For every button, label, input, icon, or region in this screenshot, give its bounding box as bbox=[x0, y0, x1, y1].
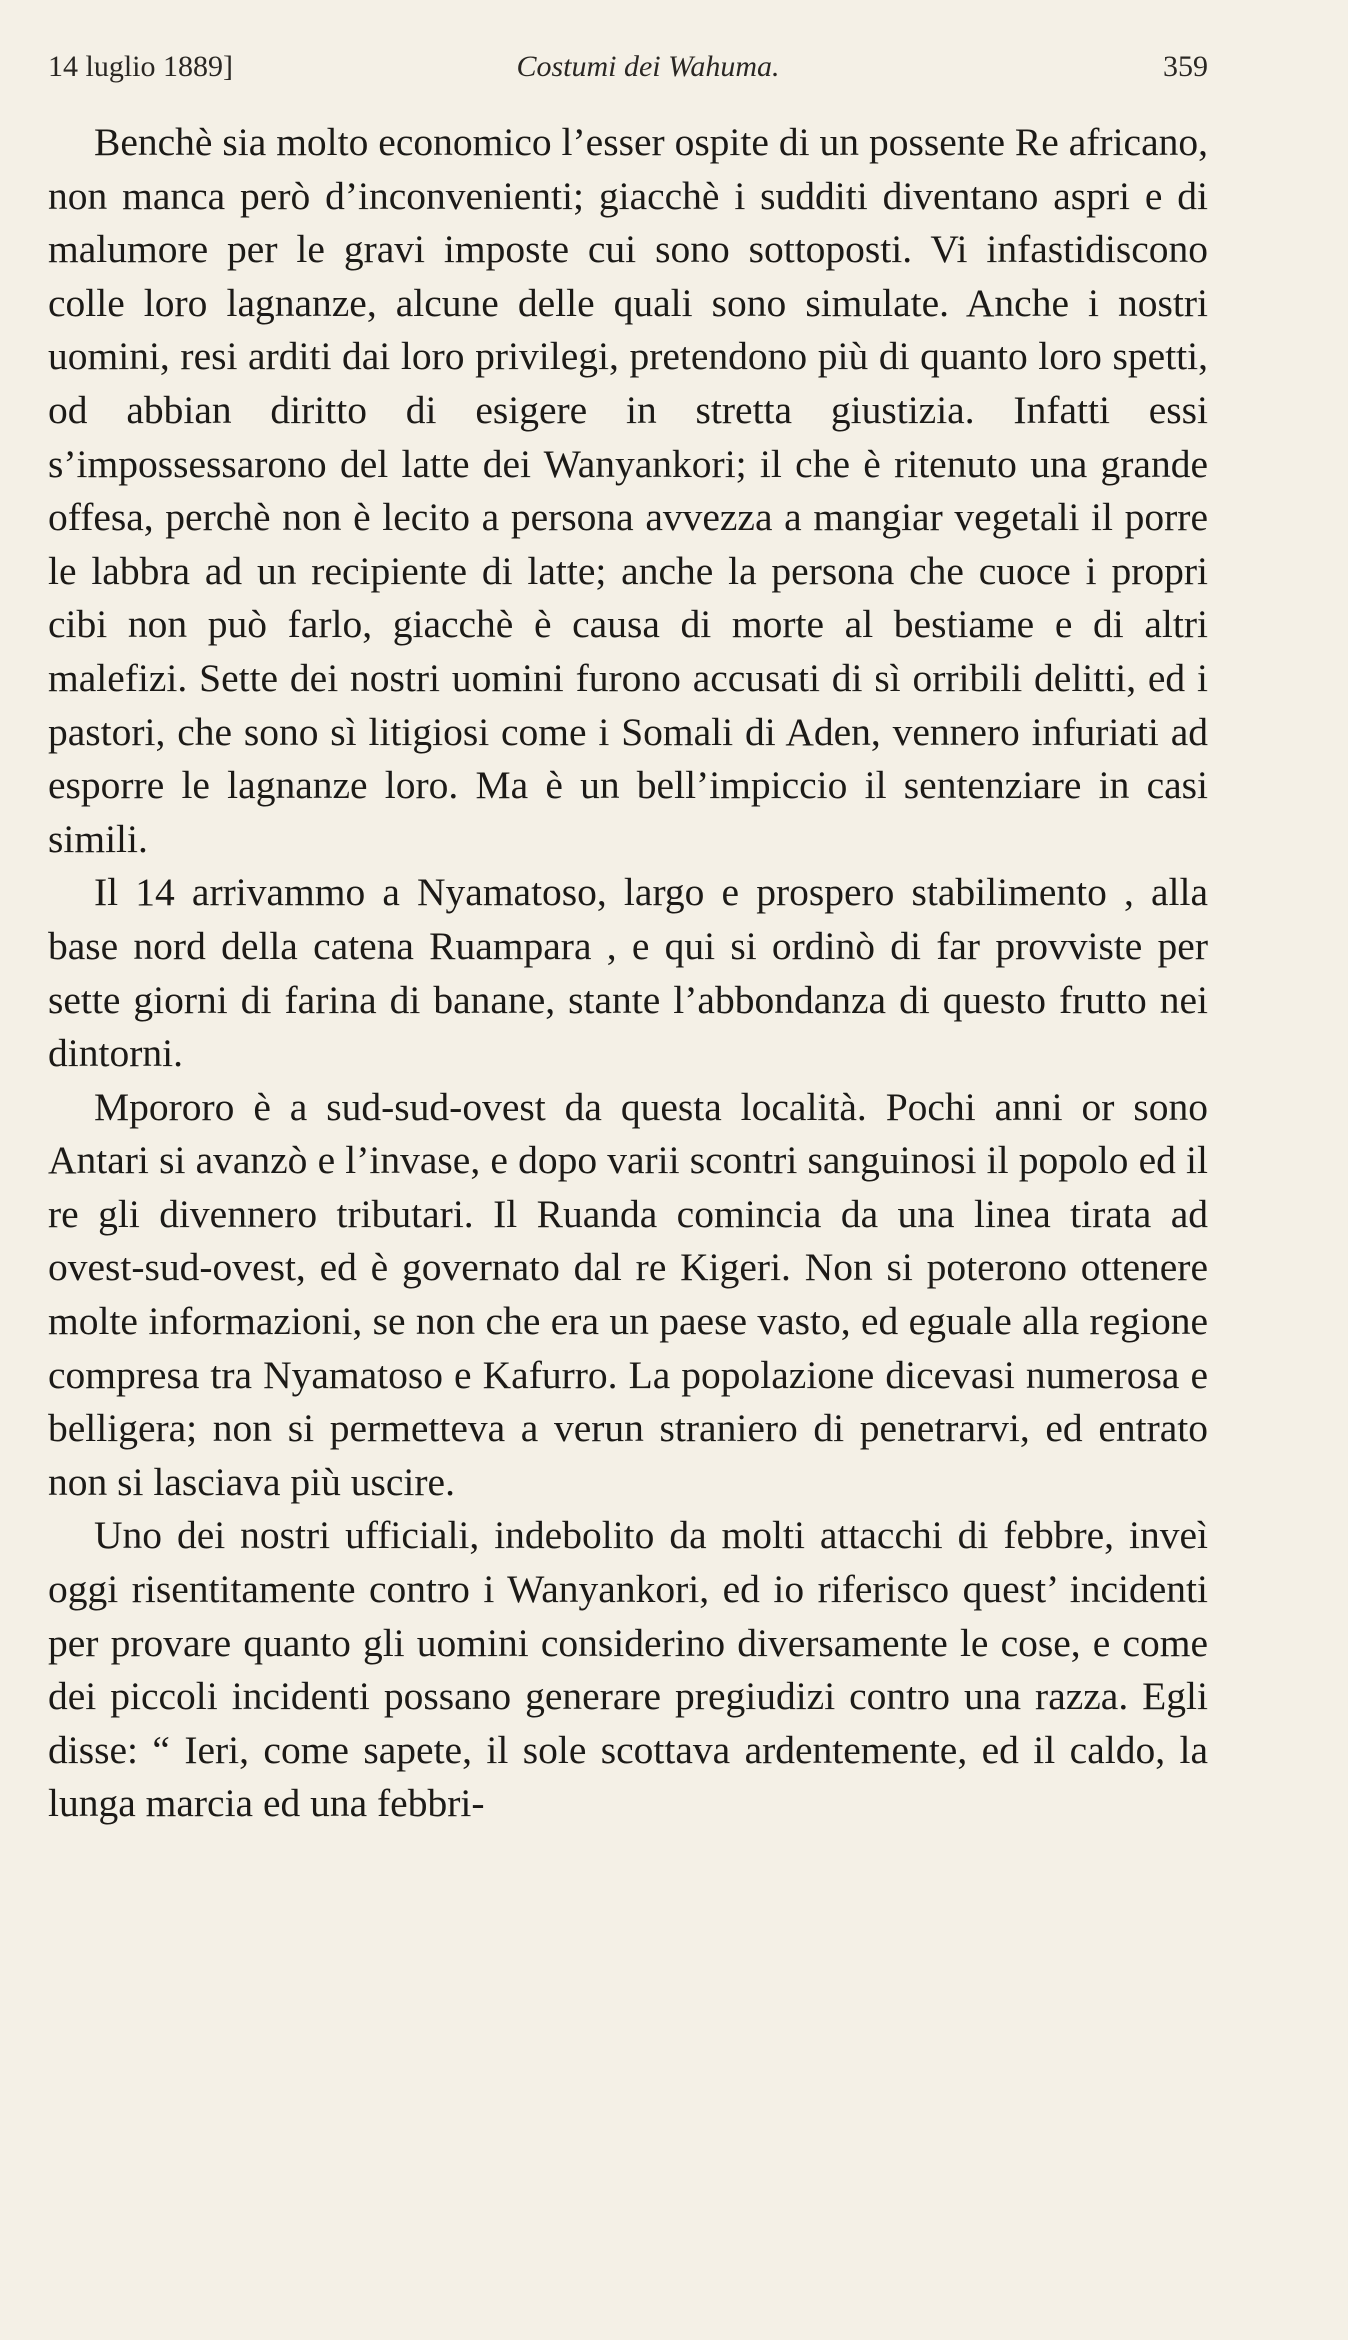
page-number: 359 bbox=[1163, 50, 1208, 83]
running-header bbox=[48, 50, 1208, 94]
body-text bbox=[48, 116, 1208, 1831]
paragraph: Uno dei nostri ufficiali, indebolito da molti attacchi di febbre, inveì oggi risentitamente contro i Wanyankori, ed io riferisco quest’ incidenti per provare quanto gli uomini considerino diversamente le cose, e come dei piccoli incidenti possano generare pregiudizi contro una razza. Egli disse: “ Ieri, come sapete, il sole scottava ardentemente, ed il caldo, la lunga marcia ed una febbri- bbox=[48, 1513, 1208, 1826]
header-title: Costumi dei Wahuma. bbox=[516, 50, 780, 83]
paragraph: Benchè sia molto economico l’esser ospite di un possente Re africano, non manca però d’inconvenienti; giacchè i sudditi diventano aspri e di malumore per le gravi imposte cui sono sottoposti. Vi infastidiscono colle loro lagnanze, alcune delle quali sono simulate. Anche i nostri uomini, resi arditi dai loro privilegi, pretendono più di quanto loro spetti, od abbian diritto di esigere in stretta giustizia. Infatti essi s’impossessarono del latte dei Wanyankori; il che è ritenuto una grande offesa, perchè non è lecito a persona avvezza a mangiar vegetali il porre le labbra ad un recipiente di latte; anche la persona che cuoce i propri cibi non può farlo, giacchè è causa di morte al bestiame e di altri malefizi. Sette dei nostri uomini furono accusati di sì orribili delitti, ed i pastori, che sono sì litigiosi come i Somali di Aden, vennero infuriati ad esporre le lagnanze loro. Ma è un bell’impiccio il sentenziare in casi simili. bbox=[48, 120, 1208, 861]
header-date: 14 luglio 1889] bbox=[48, 50, 233, 83]
paragraph: Mpororo è a sud-sud-ovest da questa località. Pochi anni or sono Antari si avanzò e l’invase, e dopo varii scontri sanguinosi il popolo ed il re gli divennero tributari. Il Ruanda comincia da una linea tirata ad ovest-sud-ovest, ed è governato dal re Kigeri. Non si poterono ottenere molte informazioni, se non che era un paese vasto, ed eguale alla regione compresa tra Nyamatoso e Kafurro. La popolazione dicevasi numerosa e belligera; non si permetteva a verun straniero di penetrarvi, ed entrato non si lasciava più uscire. bbox=[48, 1084, 1208, 1504]
paragraph: Il 14 arrivammo a Nyamatoso, largo e prospero stabilimento , alla base nord della catena Ruampara , e qui si ordinò di far provviste per sette giorni di farina di banane, stante l’abbondanza di questo frutto nei dintorni. bbox=[48, 870, 1208, 1076]
